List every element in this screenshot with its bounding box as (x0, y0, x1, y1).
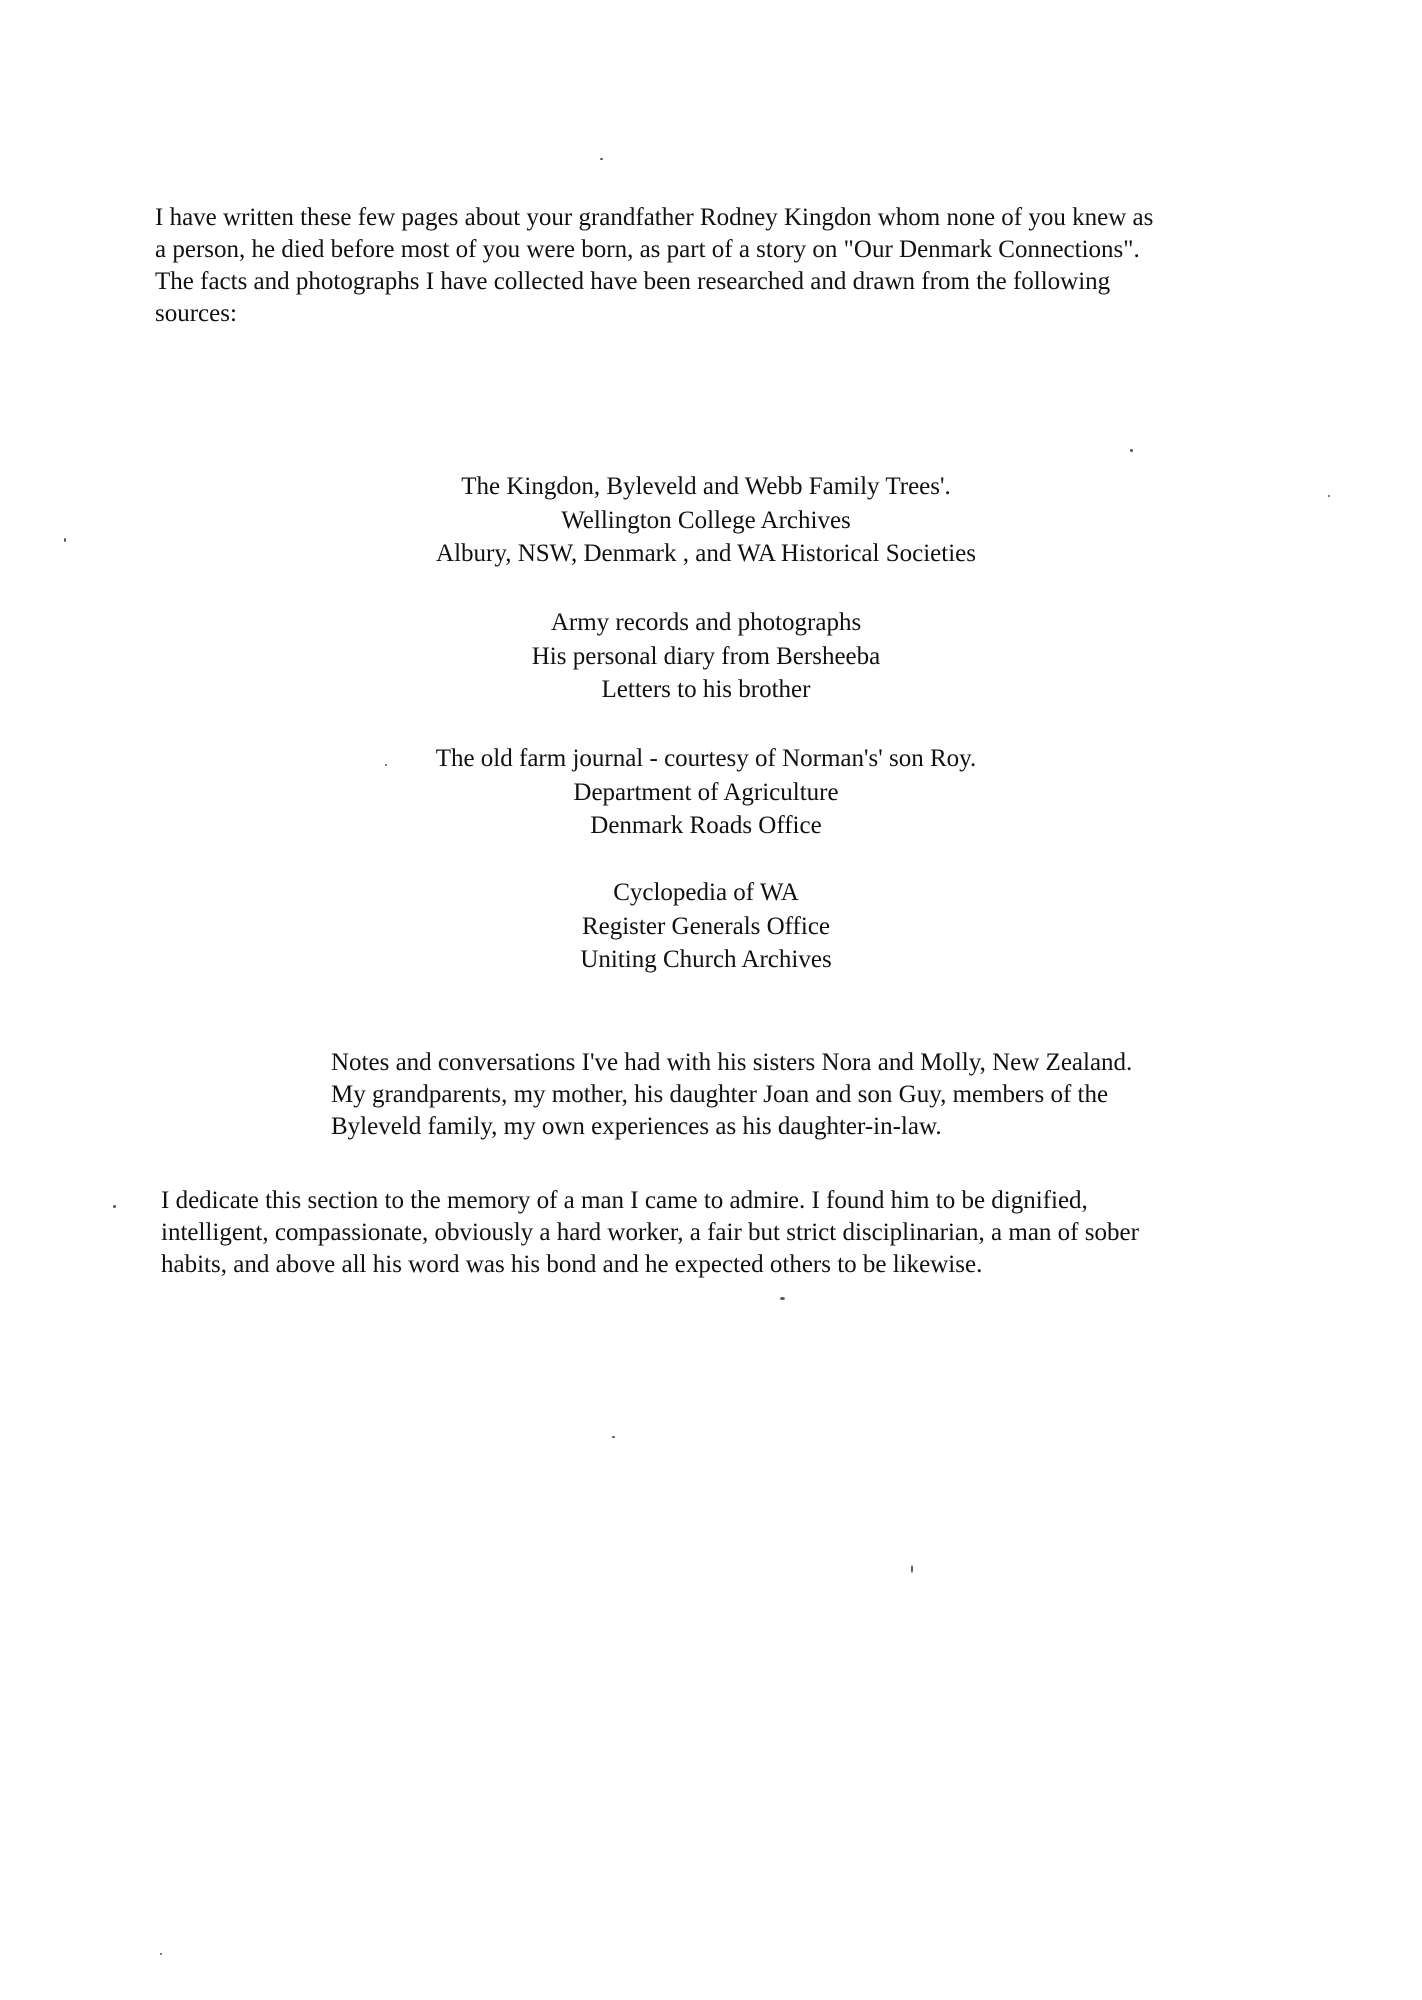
dedication-line: habits, and above all his word was his bond and he expected others to be likewise. (161, 1251, 983, 1278)
scan-speck (911, 1565, 913, 1573)
scan-speck (113, 1205, 116, 1208)
sources-group-army (0, 606, 1417, 707)
notes-line: Byleveld family, my own experiences as his daughter-in-law. (331, 1113, 942, 1140)
scan-speck (1130, 449, 1133, 452)
source-item: Albury, NSW, Denmark , and WA Historical Societies (436, 540, 976, 567)
scan-speck (64, 538, 66, 542)
scan-speck (1328, 495, 1330, 497)
intro-paragraph (155, 202, 1153, 330)
intro-line: a person, he died before most of you were born, as part of a story on "Our Denmark Connections". (155, 236, 1140, 263)
dedication-line: I dedicate this section to the memory of a man I came to admire. I found him to be dignified, (161, 1187, 1088, 1214)
source-item: The old farm journal - courtesy of Norman's' son Roy. (435, 745, 977, 772)
dedication-line: intelligent, compassionate, obviously a hard worker, a fair but strict disciplinarian, a man of sober (161, 1219, 1139, 1246)
scan-speck (780, 1297, 785, 1300)
intro-line: The facts and photographs I have collected have been researched and drawn from the following (155, 268, 1111, 295)
source-item: Cyclopedia of WA (613, 879, 799, 906)
notes-line: Notes and conversations I've had with his sisters Nora and Molly, New Zealand. (331, 1049, 1133, 1076)
intro-line: I have written these few pages about your grandfather Rodney Kingdon whom none of you knew as (155, 204, 1154, 231)
source-item: Department of Agriculture (573, 778, 839, 806)
scan-speck (600, 158, 603, 160)
dedication-paragraph (161, 1185, 1139, 1281)
source-item: Register Generals Office (581, 912, 831, 940)
notes-line: My grandparents, my mother, his daughter Joan and son Guy, members of the (331, 1081, 1109, 1108)
intro-line: sources: (155, 300, 237, 327)
scan-speck (385, 764, 387, 766)
scan-speck (160, 1953, 162, 1955)
source-item: His personal diary from Bersheeba (531, 642, 881, 670)
source-item: Denmark Roads Office (590, 812, 822, 839)
sources-group-farm (0, 742, 1417, 843)
source-item: Letters to his brother (601, 676, 811, 703)
sources-group-family (0, 470, 1417, 571)
source-item: Wellington College Archives (561, 506, 851, 534)
source-item: The Kingdon, Byleveld and Webb Family Trees'. (461, 473, 951, 500)
source-item: Uniting Church Archives (580, 946, 832, 973)
sources-group-records (0, 876, 1417, 977)
scan-speck (612, 1436, 615, 1438)
source-item: Army records and photographs (550, 609, 862, 636)
notes-paragraph (331, 1047, 1132, 1143)
